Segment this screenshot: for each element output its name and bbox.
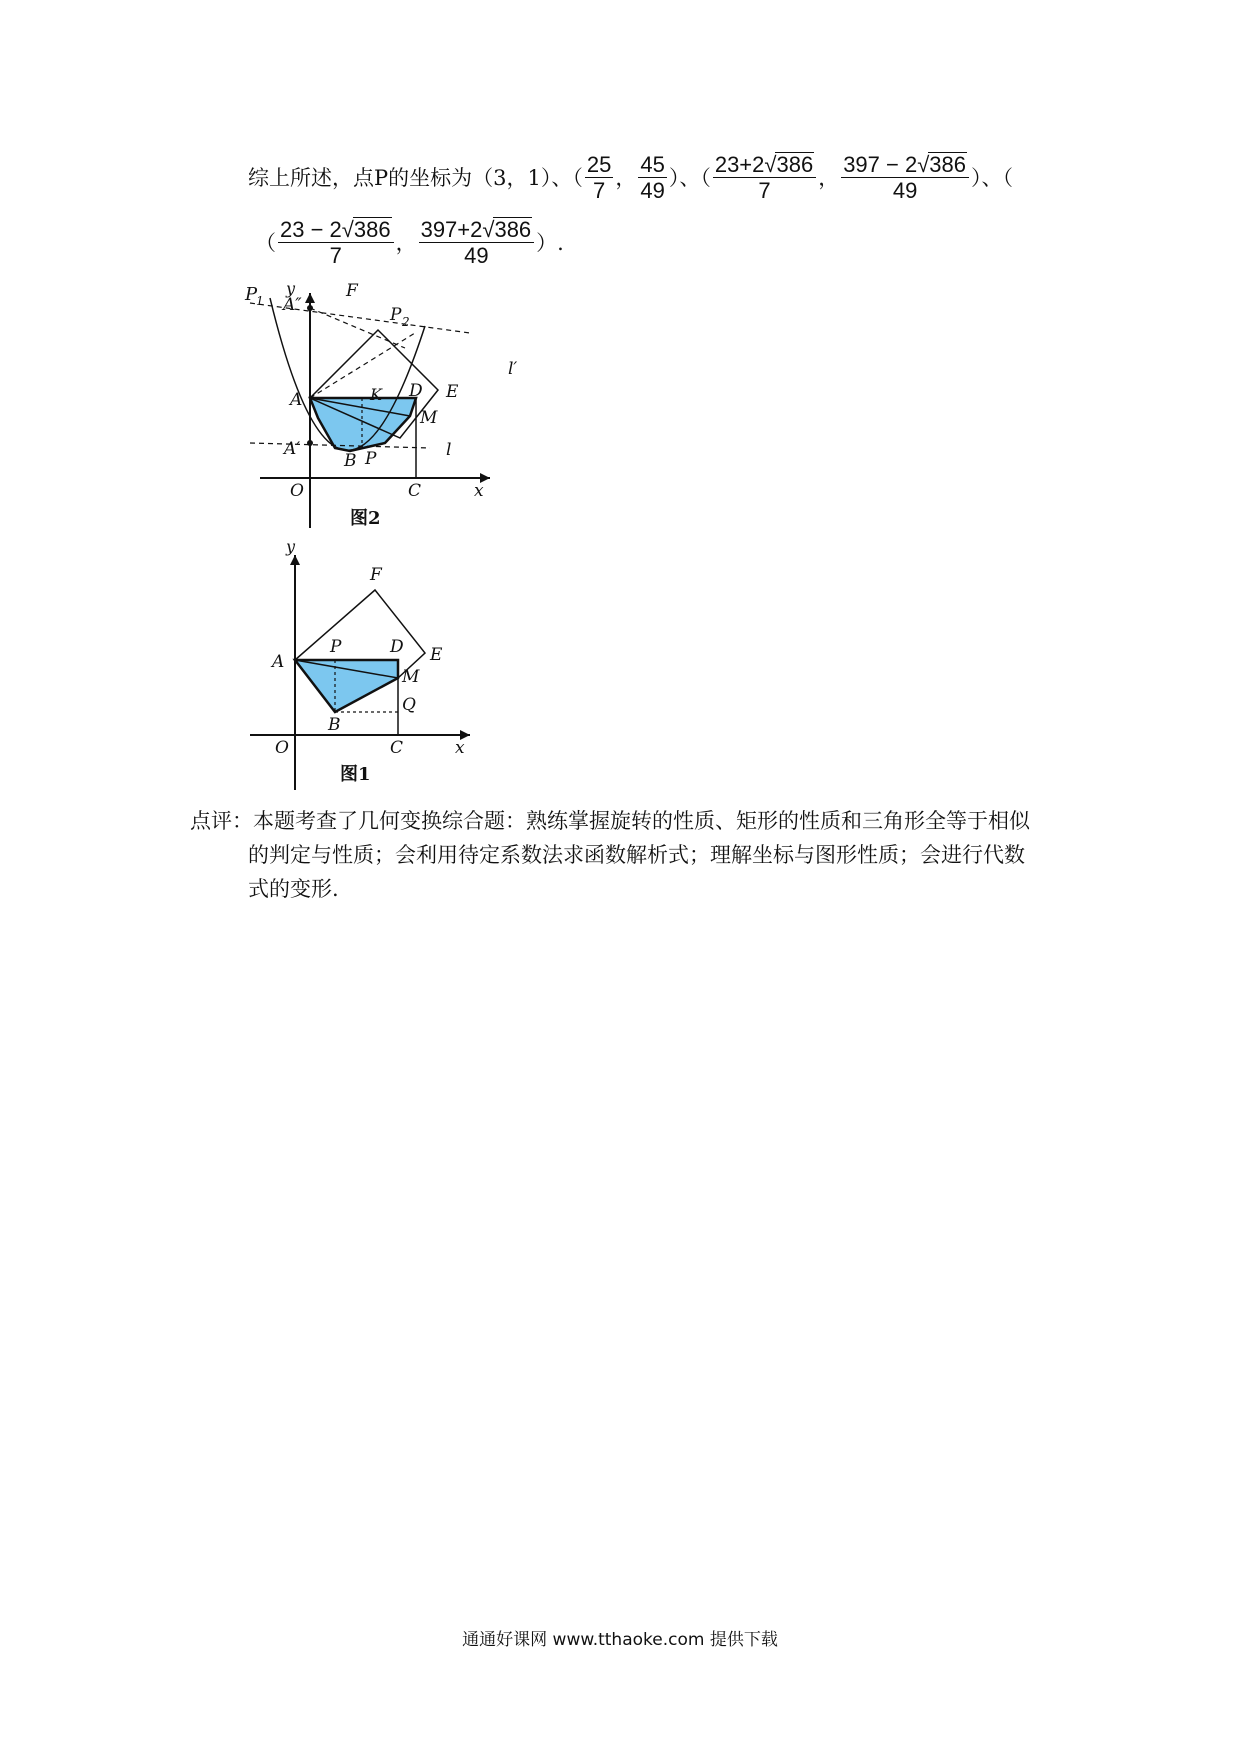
svg-text:A″: A″	[283, 295, 302, 315]
svg-text:A: A	[290, 390, 303, 410]
remark	[190, 804, 1030, 906]
remark-line-3: 式的变形.	[248, 877, 339, 901]
svg-text:P: P	[390, 305, 402, 325]
figure-2-diagram	[245, 279, 550, 543]
svg-text:A′: A′	[284, 439, 301, 459]
fraction-1: $\frac{25}{7}$	[586, 151, 612, 203]
svg-text:2: 2	[402, 315, 410, 329]
svg-text:P: P	[330, 637, 342, 657]
svg-text:C: C	[390, 738, 404, 758]
figure-1-shaded-region	[295, 660, 398, 712]
remark-line-2: 的判定与性质；会利用待定系数法求函数解析式；理解坐标与图形性质；会进行代数	[248, 843, 1025, 867]
svg-text:l′: l′	[508, 359, 518, 379]
fraction-3: 23+2 √ 386 7	[713, 152, 816, 202]
figure-1-diagram	[250, 537, 480, 790]
svg-text:M: M	[402, 667, 420, 687]
fraction-4: 397 − 2 √ 386 49	[841, 152, 969, 202]
svg-text:M: M	[420, 408, 438, 428]
svg-text:O: O	[290, 481, 304, 501]
svg-text:C: C	[408, 481, 422, 501]
figure-2-shaded-region	[310, 398, 416, 451]
svg-text:1: 1	[256, 294, 264, 308]
point-ayy	[307, 305, 313, 311]
svg-text:x: x	[474, 481, 484, 501]
svg-text:l: l	[446, 440, 452, 460]
svg-text:y: y	[286, 279, 296, 298]
svg-text:D: D	[409, 381, 423, 401]
figure-1	[250, 537, 480, 794]
figure-1-caption: 图1	[340, 764, 371, 785]
fraction-6: 397+2 √ 386 49	[419, 217, 535, 267]
fraction-5: 23 − 2 √ 386 7	[278, 217, 394, 267]
svg-text:Q: Q	[402, 695, 416, 715]
summary-line-2: （ 23 − 2 √ 386 7 ， 397+2 √ 386 49 ）.	[255, 217, 564, 269]
remark-line-1: 本题考查了几何变换综合题：熟练掌握旋转的性质、矩形的性质和三角形全等于相似	[253, 809, 1030, 833]
figure-2-caption: 图2	[350, 508, 381, 529]
svg-text:A: A	[272, 652, 285, 672]
summary-line-1: 综上所述，点P的坐标为（3，1）、（ $\frac{25}{7}$ ， $\frac{45}{49}$ ）、（ 23+2 √ 386 7 ， 397 − 2 √ 386 49 ）、（	[248, 151, 1013, 204]
svg-text:B: B	[328, 715, 341, 735]
y-axis-arrow	[290, 555, 300, 565]
svg-text:y: y	[286, 537, 296, 556]
figure-2	[245, 279, 550, 547]
svg-text:F: F	[346, 281, 358, 301]
svg-text:x: x	[455, 738, 465, 758]
fraction-2: $\frac{45}{49}$	[640, 151, 665, 203]
y-axis-arrow	[305, 293, 315, 303]
svg-text:K: K	[370, 385, 382, 404]
summary-intro: 综上所述，点P的坐标为（3，1）、（	[248, 166, 583, 191]
dash-ap2	[310, 333, 415, 398]
svg-text:E: E	[430, 645, 443, 665]
point-ay	[307, 440, 313, 446]
svg-text:B: B	[344, 451, 357, 471]
svg-text:D: D	[390, 637, 404, 657]
svg-text:O: O	[275, 738, 289, 758]
page-footer: 通通好课网 www.tthaoke.com 提供下载	[462, 1630, 778, 1650]
svg-text:P: P	[365, 449, 377, 469]
remark-label: 点评：	[190, 809, 253, 833]
svg-text:P: P	[245, 284, 258, 305]
svg-text:F: F	[370, 565, 382, 585]
svg-text:E: E	[446, 382, 459, 402]
